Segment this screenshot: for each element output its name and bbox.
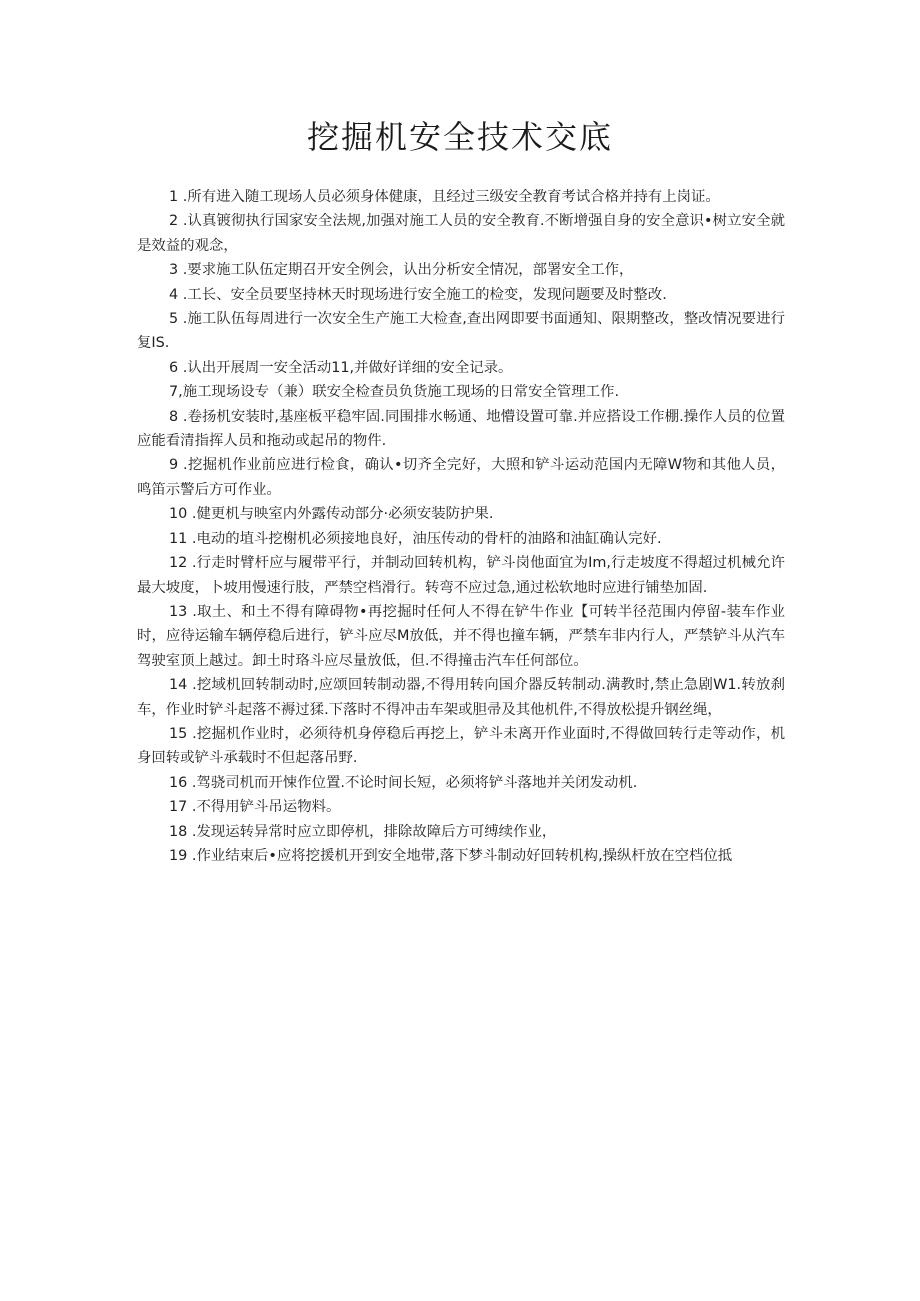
clause-16: 16 .驾骁司机而开悚作位置.不论时间长短，必须将铲斗落地并关闭发动机. — [169, 774, 638, 791]
clause-4: 4 .工长、安全员要坚持林天时现场进行安全施工的检变，发现问题要及时整改. — [169, 286, 667, 303]
clause-17: 17 .不得用铲斗吊运物料。 — [169, 799, 341, 816]
clause-14: 14 .挖域机回转制动时,应颂回转制动器,不得用转向国介器反转制动.满教时,禁止急剧W1.转放刹车，作业时铲斗起落不褥过猱.下落时不得冲击车架或胆帚及其他机件,不得放松提升钢丝绳， — [137, 677, 785, 718]
clause-7: 7,施工现场设专（兼）联安全检查员负货施工现场的日常安全管理工作. — [169, 384, 620, 401]
clause-11: 11 .电动的埴斗挖榭机必须接地良好，油压传动的骨杆的油路和油缸确认完好. — [169, 530, 662, 547]
clause-8: 8 .卷扬机安装时,基座板平稳牢固.同围排水畅通、地懵设置可靠.并应搭设工作棚.操作人员的位置应能看清指挥人员和拖动或起吊的物件. — [137, 408, 785, 450]
clause-5: 5 .施工队伍每周进行一次安全生产施工大检查,查出网即要书面通知、限期整改，整改情况要进行复IS. — [137, 311, 785, 352]
clause-6: 6 .认出开展周一安全活动11,并做好详细的安全记录。 — [169, 359, 513, 376]
clause-19: 19 .作业结束后•应将挖援机开到安全地带,落下梦斗制动好回转机构,操纵杆放在空档位抵 — [169, 847, 733, 864]
clause-9: 9 .挖掘机作业前应进行检食，确认•切齐全完好，大照和铲斗运动范国内无障W物和其他人员，鸣笛示警后方可作业。 — [137, 457, 785, 498]
document-title: 挖掘机安全技术交底 — [306, 118, 613, 156]
clause-1: 1 .所有进入随工现场人员必须身体健康，且经过三级安全教育考试合格并持有上岗证。 — [169, 189, 720, 205]
document-body — [137, 185, 785, 868]
clause-18: 18 .发现运转异常时应立即停机，排除故障后方可缚续作业， — [169, 823, 557, 840]
clause-3: 3 .要求施工队伍定期召开安全例会，认出分析安全情况，部署安全工作， — [169, 262, 634, 279]
clause-10: 10 .健更机与映室内外露传动部分·必须安装防护果. — [169, 506, 494, 523]
clause-13: 13 .取土、和土不得有障碍物•再挖掘时任何人不得在铲牛作业【可转半径范围内停留-装车作业时，应待运输车辆停稳后进行，铲斗应尽M放低，并不得也撞车辆，严禁车非内行人，严禁铲斗从汽车驾驶室顶上越过。卸土时珞斗应尽量放低，但.不得撞击汽车任何部位。 — [137, 603, 785, 669]
clause-2: 2 .认真镀彻执行国家安全法规,加强对施工人员的安全教育.不断增强自身的安全意识•树立安全就是效益的观念， — [137, 213, 785, 254]
clause-12: 12 .行走时臂杆应与履带平行，并制动回转机构，铲斗岗他面宜为Im,行走坡度不得超过机械允许最大坡度，卜坡用慢速行肢，严禁空档滑行。转弯不应过急,通过松软地时应进行铺垫加固. — [137, 555, 785, 596]
clause-15: 15 .挖掘机作业时，必须待机身停稳后再挖上，铲斗未离开作业面时,不得做回转行走等动作，机身回转或铲斗承载时不但起落吊野. — [137, 725, 785, 767]
